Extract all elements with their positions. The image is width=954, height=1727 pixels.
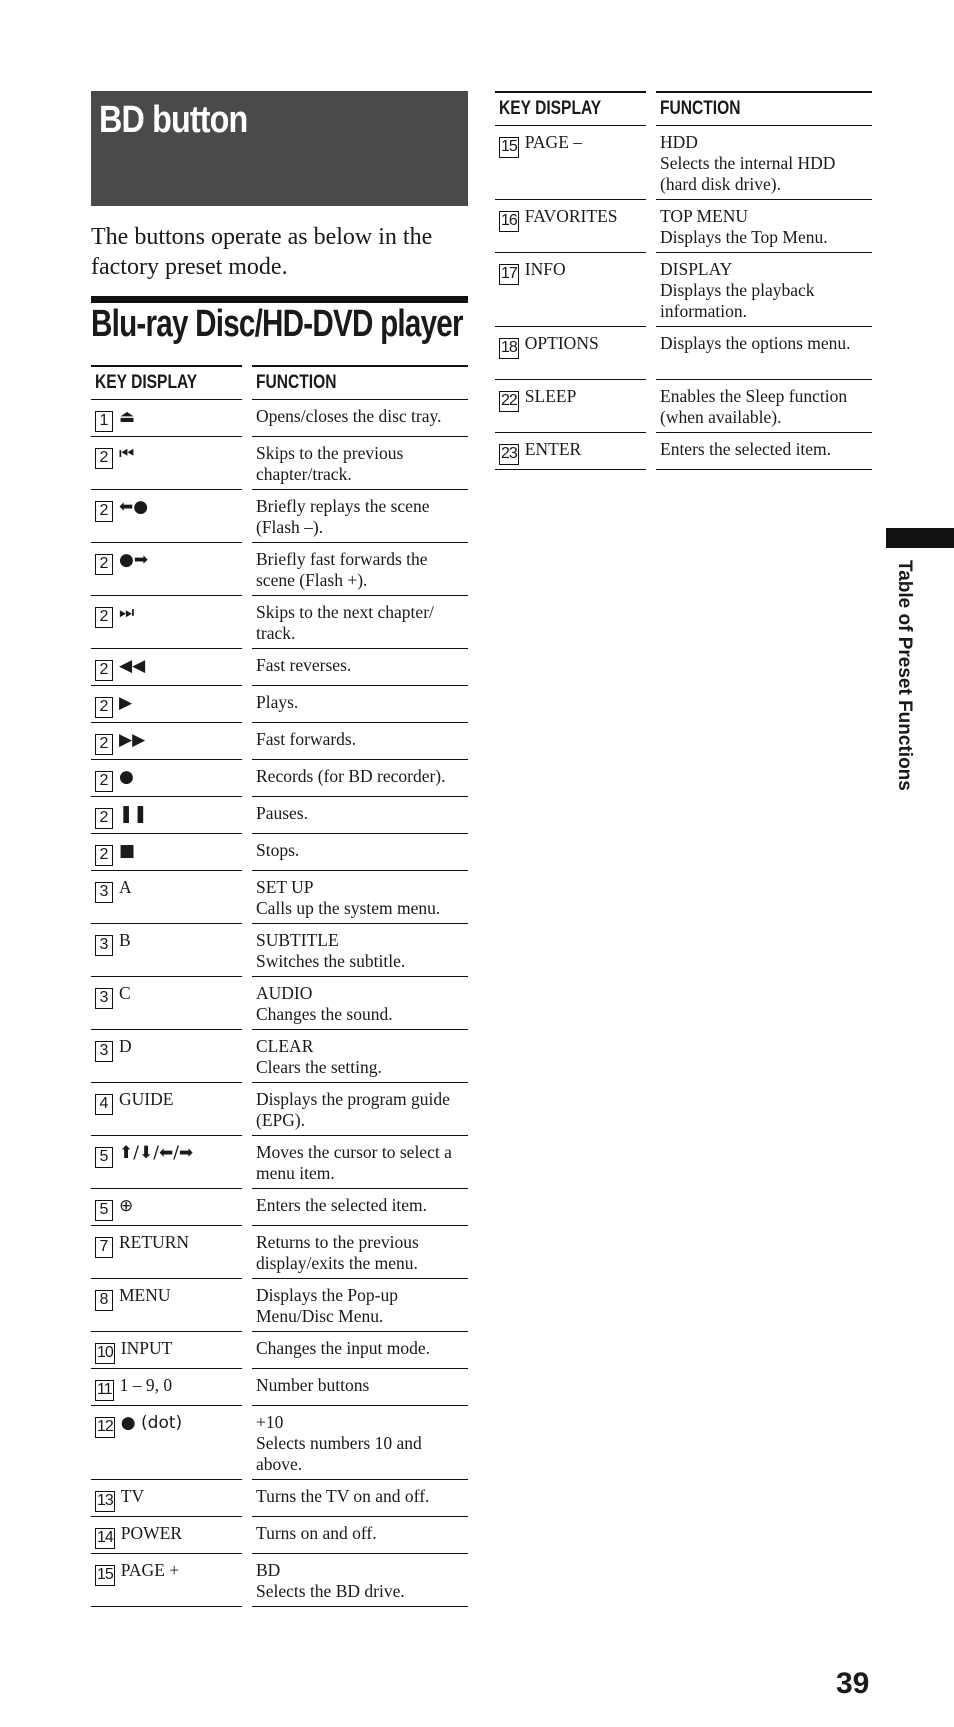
title-banner <box>91 91 468 206</box>
function-text: DISPLAY <box>660 259 733 279</box>
function-cell <box>252 834 468 871</box>
key-label: PAGE – <box>524 132 583 152</box>
side-tab-label: Table of Preset Functions <box>894 560 915 791</box>
key-display-cell <box>91 1226 242 1279</box>
function-cell <box>252 924 468 977</box>
key-display-cell <box>495 253 646 327</box>
key-display-cell <box>91 1406 242 1480</box>
function-text: Displays the playback information. <box>660 280 815 321</box>
function-cell <box>656 253 872 327</box>
key-label: RETURN <box>119 1232 189 1252</box>
key-number-badge: 22 <box>499 391 519 412</box>
key-label: PAGE + <box>120 1560 180 1580</box>
key-label: ◀◀ <box>119 656 146 676</box>
key-number-badge: 15 <box>499 137 519 158</box>
function-cell <box>656 200 872 253</box>
function-text: Moves the cursor to select a menu item. <box>256 1142 452 1183</box>
key-label: ▶ <box>119 693 133 713</box>
function-text: Briefly replays the scene (Flash –). <box>256 496 430 537</box>
function-cell <box>252 1406 468 1480</box>
key-number-badge: 2 <box>95 607 113 628</box>
function-cell <box>252 400 468 437</box>
key-label: ⏏ <box>119 407 136 427</box>
function-text: Skips to the previous chapter/track. <box>256 443 404 484</box>
key-number-badge: 2 <box>95 697 113 718</box>
key-display-cell <box>91 1279 242 1332</box>
page-title: BD button <box>99 99 248 141</box>
function-text: Fast reverses. <box>256 655 352 675</box>
key-label: 1 – 9, 0 <box>119 1375 173 1395</box>
key-display-cell <box>91 400 242 437</box>
function-text: Calls up the system menu. <box>256 898 441 918</box>
function-cell <box>656 433 872 470</box>
page-number: 39 <box>836 1667 870 1700</box>
function-text: Turns the TV on and off. <box>256 1486 430 1506</box>
key-label: ⊕ <box>119 1196 134 1216</box>
function-text: Changes the input mode. <box>256 1338 431 1358</box>
key-label: POWER <box>120 1523 183 1543</box>
function-text: Displays the Pop-up Menu/Disc Menu. <box>256 1285 398 1326</box>
key-label: TV <box>120 1486 145 1506</box>
key-number-badge: 5 <box>95 1200 113 1221</box>
key-display-cell <box>495 200 646 253</box>
key-display-cell <box>91 543 242 596</box>
function-text: Enters the selected item. <box>660 439 832 459</box>
function-text: Records (for BD recorder). <box>256 766 446 786</box>
key-number-badge: 3 <box>95 882 113 903</box>
function-cell <box>656 380 872 433</box>
key-number-badge: 2 <box>95 501 113 522</box>
function-cell <box>252 760 468 797</box>
key-label: ● <box>119 767 134 787</box>
key-display-cell <box>91 1554 242 1607</box>
key-number-badge: 7 <box>95 1237 113 1258</box>
key-display-cell <box>91 797 242 834</box>
key-display-cell <box>91 490 242 543</box>
key-display-cell <box>91 723 242 760</box>
function-text: Turns on and off. <box>256 1523 377 1543</box>
key-display-cell <box>91 1136 242 1189</box>
function-cell <box>252 596 468 649</box>
key-display-cell <box>495 380 646 433</box>
key-label: ⬆/⬇/⬅/➡ <box>119 1143 194 1163</box>
key-label: ● (dot) <box>120 1413 183 1433</box>
key-number-badge: 11 <box>95 1380 114 1401</box>
key-label: SLEEP <box>524 386 577 406</box>
function-text: Displays the options menu. <box>660 333 851 353</box>
key-number-badge: 16 <box>499 211 519 232</box>
function-text: Selects the BD drive. <box>256 1581 405 1601</box>
function-text: BD <box>256 1560 281 1580</box>
key-number-badge: 1 <box>95 411 113 432</box>
function-header: FUNCTION <box>252 365 468 400</box>
side-tab-marker <box>886 528 954 548</box>
function-cell <box>252 1279 468 1332</box>
key-number-badge: 4 <box>95 1094 113 1115</box>
key-display-cell <box>91 1369 242 1406</box>
key-display-cell <box>91 1517 242 1554</box>
key-display-cell <box>495 327 646 380</box>
key-label: ❚❚ <box>119 804 148 824</box>
key-label: ⏭ <box>119 603 135 623</box>
key-number-badge: 3 <box>95 1041 113 1062</box>
function-cell <box>252 1369 468 1406</box>
function-cell <box>252 490 468 543</box>
function-text: Briefly fast forwards the scene (Flash +). <box>256 549 428 590</box>
key-number-badge: 13 <box>95 1491 115 1512</box>
function-text: Opens/closes the disc tray. <box>256 406 442 426</box>
function-cell <box>656 327 872 380</box>
key-number-badge: 2 <box>95 660 113 681</box>
function-text: +10 <box>256 1412 284 1432</box>
function-text: Enters the selected item. <box>256 1195 428 1215</box>
key-label: MENU <box>119 1285 171 1305</box>
function-text: Selects numbers 10 and above. <box>256 1433 422 1474</box>
key-number-badge: 2 <box>95 554 113 575</box>
key-display-header: KEY DISPLAY <box>495 91 646 126</box>
function-text: Number buttons <box>256 1375 370 1395</box>
key-label: ENTER <box>524 439 582 459</box>
key-number-badge: 2 <box>95 771 113 792</box>
function-cell <box>252 723 468 760</box>
key-display-cell <box>91 834 242 871</box>
function-cell <box>252 437 468 490</box>
key-display-cell <box>91 760 242 797</box>
function-text: Plays. <box>256 692 299 712</box>
key-number-badge: 15 <box>95 1565 115 1586</box>
key-label: FAVORITES <box>524 206 618 226</box>
key-display-cell <box>91 437 242 490</box>
function-cell <box>252 1083 468 1136</box>
key-number-badge: 10 <box>95 1343 115 1364</box>
function-text: Displays the Top Menu. <box>660 227 828 247</box>
function-cell <box>252 543 468 596</box>
function-cell <box>252 797 468 834</box>
function-text: Fast forwards. <box>256 729 357 749</box>
key-number-badge: 5 <box>95 1147 113 1168</box>
key-display-cell <box>91 1030 242 1083</box>
function-text: Switches the subtitle. <box>256 951 406 971</box>
function-cell <box>252 1030 468 1083</box>
key-label: ●➡ <box>119 550 149 570</box>
function-text: Skips to the next chapter/ track. <box>256 602 434 643</box>
key-label: B <box>119 930 131 950</box>
key-display-cell <box>91 977 242 1030</box>
key-label: ■ <box>119 841 136 861</box>
key-display-cell <box>91 686 242 723</box>
key-number-badge: 12 <box>95 1417 115 1438</box>
function-cell <box>252 1480 468 1517</box>
function-cell <box>252 871 468 924</box>
key-number-badge: 8 <box>95 1290 113 1311</box>
key-display-cell <box>91 871 242 924</box>
key-label: OPTIONS <box>524 333 599 353</box>
key-number-badge: 14 <box>95 1528 115 1549</box>
function-text: Enables the Sleep function (when available). <box>660 386 848 427</box>
key-number-badge: 2 <box>95 845 113 866</box>
function-cell <box>656 126 872 200</box>
key-display-cell <box>91 649 242 686</box>
key-number-badge: 17 <box>499 264 519 285</box>
section-title: Blu-ray Disc/HD-DVD player <box>91 303 463 345</box>
function-cell <box>252 686 468 723</box>
function-text: Pauses. <box>256 803 309 823</box>
key-display-cell <box>495 126 646 200</box>
key-number-badge: 2 <box>95 734 113 755</box>
function-text: TOP MENU <box>660 206 748 226</box>
key-display-cell <box>91 1480 242 1517</box>
function-text: HDD <box>660 132 698 152</box>
intro-text: The buttons operate as below in the factory preset mode. <box>91 224 433 280</box>
key-label: ⬅● <box>119 497 149 517</box>
function-cell <box>252 1332 468 1369</box>
key-label: A <box>119 877 132 897</box>
function-cell <box>252 1554 468 1607</box>
function-text: Stops. <box>256 840 300 860</box>
key-number-badge: 23 <box>499 444 519 465</box>
function-cell <box>252 1226 468 1279</box>
key-display-cell <box>91 924 242 977</box>
section-rule <box>91 296 468 303</box>
function-text: Selects the internal HDD (hard disk drive). <box>660 153 836 194</box>
function-text: AUDIO <box>256 983 313 1003</box>
key-number-badge: 2 <box>95 808 113 829</box>
function-text: SET UP <box>256 877 314 897</box>
key-display-header: KEY DISPLAY <box>91 365 242 400</box>
function-cell <box>252 1136 468 1189</box>
key-label: INPUT <box>120 1338 173 1358</box>
function-cell <box>252 649 468 686</box>
key-number-badge: 2 <box>95 448 113 469</box>
function-text: Displays the program guide (EPG). <box>256 1089 450 1130</box>
function-text: Changes the sound. <box>256 1004 393 1024</box>
function-text: SUBTITLE <box>256 930 339 950</box>
key-number-badge: 18 <box>499 338 519 359</box>
key-number-badge: 3 <box>95 988 113 1009</box>
key-label: INFO <box>524 259 566 279</box>
function-cell <box>252 1517 468 1554</box>
function-header: FUNCTION <box>656 91 872 126</box>
function-cell <box>252 977 468 1030</box>
key-display-cell <box>91 1189 242 1226</box>
key-display-cell <box>91 596 242 649</box>
function-text: Clears the setting. <box>256 1057 382 1077</box>
key-display-cell <box>91 1083 242 1136</box>
key-display-cell <box>495 433 646 470</box>
key-label: D <box>119 1036 132 1056</box>
key-label: ⏮ <box>119 444 135 464</box>
key-label: C <box>119 983 131 1003</box>
function-text: Returns to the previous display/exits the menu. <box>256 1232 419 1273</box>
key-number-badge: 3 <box>95 935 113 956</box>
key-label: ▶▶ <box>119 730 146 750</box>
key-display-cell <box>91 1332 242 1369</box>
function-cell <box>252 1189 468 1226</box>
key-label: GUIDE <box>119 1089 174 1109</box>
function-text: CLEAR <box>256 1036 314 1056</box>
